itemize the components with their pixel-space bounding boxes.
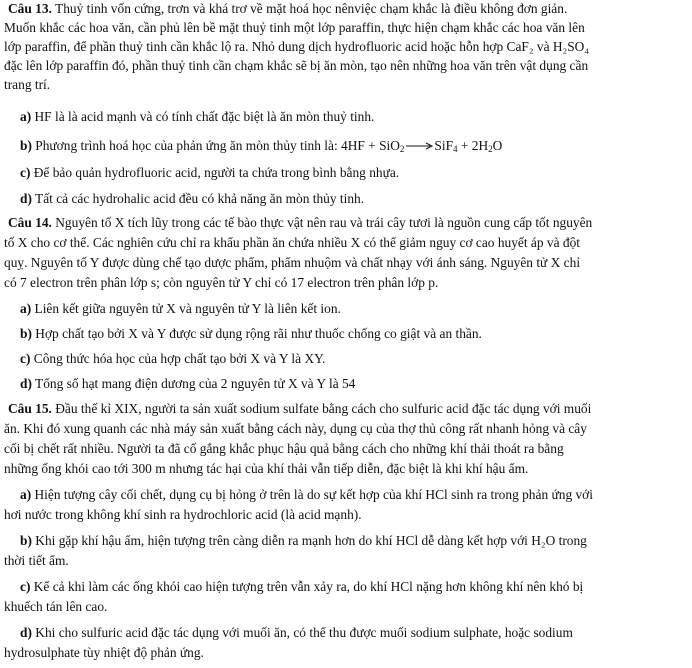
q13-label: Câu 13. — [8, 1, 52, 16]
q15-option-b-cont: thời tiết ẩm. — [4, 553, 69, 568]
q15-option-a-cont: hơi nước trong không khí sinh ra hydrochloric acid (là acid mạnh). — [4, 507, 362, 522]
q15-option-d: d) Khi cho sulfuric acid đặc tác dụng với muối ăn, có thể thu được muối sodium sulphate, hoặc sodium — [20, 625, 573, 640]
q13-line-1: Câu 13. Thuỷ tinh vốn cứng, trơn và khá trơ về mặt hoá học nênviệc chạm khắc là điều không đơn giản. — [8, 1, 568, 16]
q14-option-a: a) Liên kết giữa nguyên tử X và nguyên tử Y là liên kết ion. — [20, 301, 341, 316]
q15-option-d-cont: hydrosulphate tùy nhiệt độ phản ứng. — [4, 645, 204, 660]
q13-line-4: đặc lên lớp paraffin đó, phần thuỷ tinh cần chạm khắc sẽ bị ăn mòn, tạo nên những hoa văn trên vật dụng cần — [4, 58, 589, 73]
q15-option-b: b) Khi gặp khí hậu ẩm, hiện tượng trên càng diễn ra mạnh hơn do khí HCl dễ dàng kết hợp với H₂O trong — [20, 533, 587, 548]
q15-label: Câu 15. — [8, 401, 52, 416]
reaction-arrow-icon — [404, 141, 434, 151]
q15-line-2: ăn. Khi đó xung quanh các nhà máy sản xuất bằng cách này, dụng cụ của thợ thủ công rất nhanh hỏng và cây — [4, 421, 587, 436]
q13-option-c: c) Để bảo quản hydrofluoric acid, người ta chứa trong bình bằng nhựa. — [20, 165, 400, 180]
q14-label: Câu 14. — [8, 215, 52, 230]
q13-option-d: d) Tất cả các hydrohalic acid đều có khả năng ăn mòn thủy tinh. — [20, 191, 365, 206]
q14-option-b: b) Hợp chất tạo bởi X và Y được sử dụng rộng rãi như thuốc chống co giật và an thần. — [20, 326, 482, 341]
q13-line-3: lớp paraffin, để phần thuỷ tinh cần khắc lộ ra. Nhỏ dung dịch hydrofluoric acid hoặc hỗn hợp CaF₂ và H₂SO₄ — [4, 39, 589, 54]
q14-option-c: c) Công thức hóa học của hợp chất tạo bởi X và Y là XY. — [20, 351, 326, 366]
q15-line-4: những ống khói cao tới 300 m nhưng tác hại của khí thải vẫn tiếp diễn, đặc biệt là khi khí hậu ẩm. — [4, 461, 529, 476]
q14-line-3: quỵ. Nguyên tố Y được dùng chế tạo dược phẩm, phẩm nhuộm và chất nhạy với ánh sáng. Nguyên tử X chỉ — [4, 255, 581, 270]
q13-line-5: trang trí. — [4, 77, 51, 92]
q15-option-c: c) Kể cả khi làm các ống khói cao hiện tượng trên vẫn xảy ra, do khí HCl nặng hơn không khí nên khó bị — [20, 579, 584, 594]
q15-option-c-cont: khuếch tán lên cao. — [4, 599, 108, 614]
q13-line-2: Muốn khắc các hoa văn, cần phủ lên bề mặt thuỷ tinh một lớp paraffin, thực hiện chạm khắc các hoa văn lên — [4, 20, 585, 35]
q14-option-d: d) Tổng số hạt mang điện dương của 2 nguyên tử X và Y là 54 — [20, 376, 356, 391]
q14-line-4: có 7 electron trên phân lớp s; còn nguyên tử Y chỉ có 17 electron trên phân lớp p. — [4, 275, 439, 290]
q13-option-b: b) Phương trình hoá học của phản ứng ăn mòn thủy tinh là: 4HF + SiO$_2$ $SiF_4 + 2H_2O$ — [20, 138, 503, 154]
q15-line-1: Câu 15. Đầu thế kỉ XIX, người ta sản xuất sodium sulfate bằng cách cho sulfuric acid đặc tác dụng với muối — [8, 401, 592, 416]
q14-line-2: tố X cho cơ thể. Các nghiên cứu chỉ ra khẩu phần ăn chứa nhiều X có thể giảm nguy cơ cao huyết áp và đột — [4, 235, 581, 250]
q15-line-3: cối bị chết rất nhiều. Người ta đã cố gắng khắc phục hậu quả bằng cách cho những khí thải thoát ra bằng — [4, 441, 564, 456]
q15-option-a: a) Hiện tượng cây cối chết, dụng cụ bị hỏng ở trên là do sự kết hợp của khí HCl sinh ra trong phản ứng với — [20, 487, 593, 502]
q14-line-1: Câu 14. Nguyên tố X tích lũy trong các tế bào thực vật nên rau và trái cây tươi là nguồn cung cấp tốt nguyên — [8, 215, 593, 230]
q13-option-a: a) HF là là acid mạnh và có tính chất đặc biệt là ăn mòn thuỷ tinh. — [20, 109, 375, 124]
